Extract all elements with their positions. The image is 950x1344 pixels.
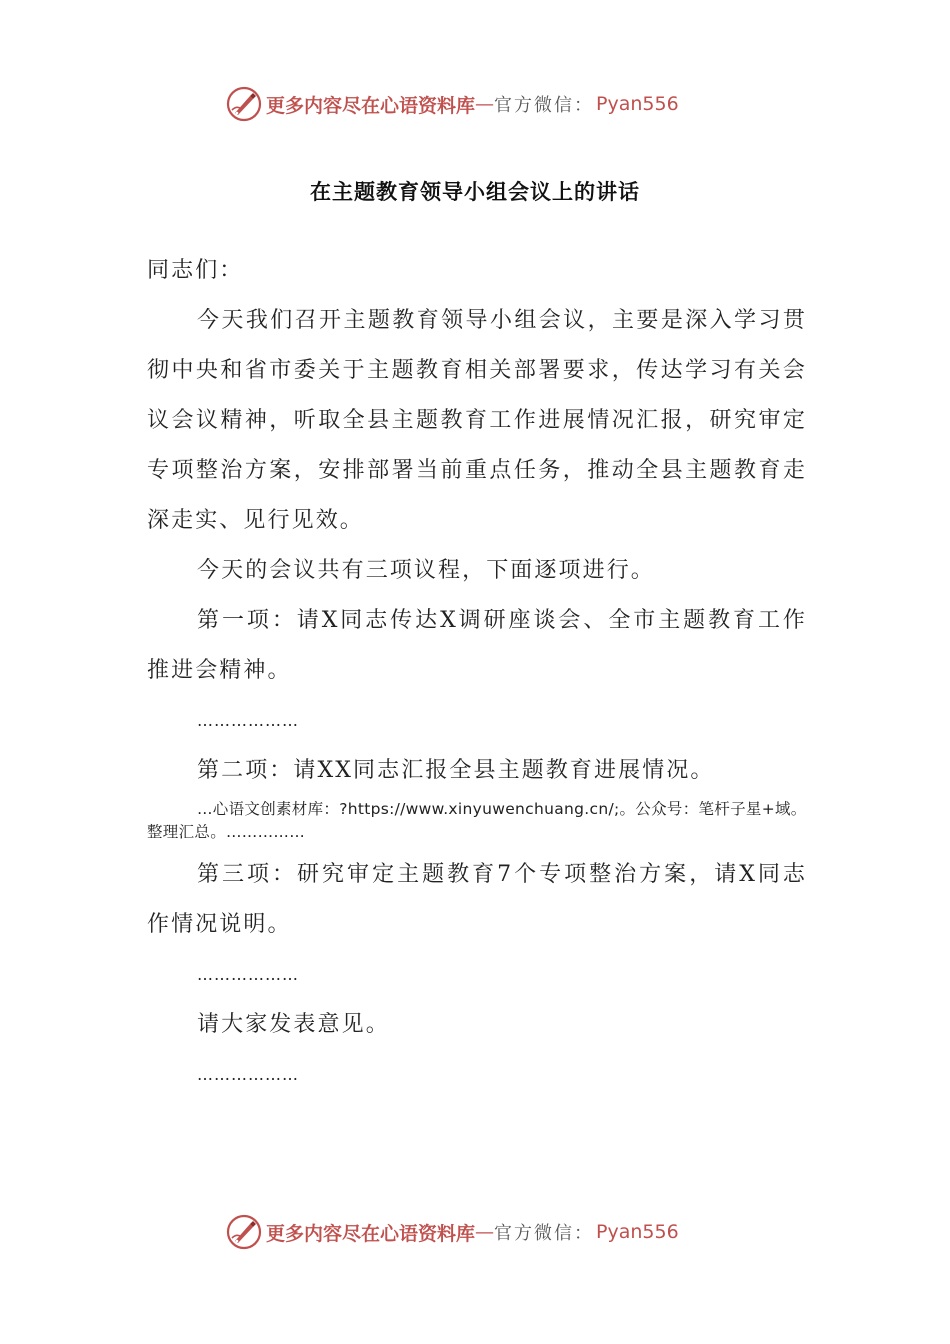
- watermark-label: 官方微信：: [494, 95, 595, 116]
- watermark-site-name: 更多内容尽在心语资料库: [266, 1222, 476, 1245]
- ellipsis-separator: ………………: [197, 1065, 299, 1084]
- document-title: 在主题教育领导小组会议上的讲话: [310, 180, 640, 204]
- salutation: 同志们：: [147, 258, 244, 283]
- watermark-wechat-id: Pyan556: [596, 1221, 679, 1243]
- ellipsis-separator: ………………: [197, 711, 299, 730]
- document-body: [147, 246, 807, 1100]
- watermark-dash: —: [475, 93, 495, 115]
- source-note: …心语文创素材库：?https://www.xinyuwenchuang.cn/;。公众号：笔杆子星+域。整理汇总。……………: [147, 800, 807, 841]
- agenda-item-2: 第二项：请XX同志汇报全县主题教育进展情况。: [197, 758, 715, 783]
- paragraph-intro: 今天我们召开主题教育领导小组会议，主要是深入学习贯彻中央和省市委关于主题教育相关部署要求，传达学习有关会议会议精神，听取全县主题教育工作进展情况汇报，研究审定专项整治方案，安排部署当前重点任务，推动全县主题教育走深走实、见行见效。: [147, 308, 807, 533]
- watermark-label: 官方微信：: [494, 1223, 595, 1244]
- watermark-dash: —: [475, 1221, 495, 1243]
- ellipsis-separator: ………………: [197, 965, 299, 984]
- paragraph-agenda: 今天的会议共有三项议程，下面逐项进行。: [197, 558, 655, 583]
- pen-logo-icon: [226, 1214, 262, 1250]
- watermark-site-name: 更多内容尽在心语资料库: [266, 94, 476, 117]
- pen-logo-icon: [226, 86, 262, 122]
- agenda-item-1: 第一项：请X同志传达X调研座谈会、全市主题教育工作推进会精神。: [147, 608, 807, 683]
- footer-watermark: [226, 1212, 679, 1252]
- watermark-wechat-id: Pyan556: [596, 93, 679, 115]
- header-watermark: [226, 84, 679, 124]
- agenda-item-3: 第三项：研究审定主题教育7个专项整治方案，请X同志作情况说明。: [147, 862, 807, 937]
- closing-request: 请大家发表意见。: [197, 1012, 390, 1037]
